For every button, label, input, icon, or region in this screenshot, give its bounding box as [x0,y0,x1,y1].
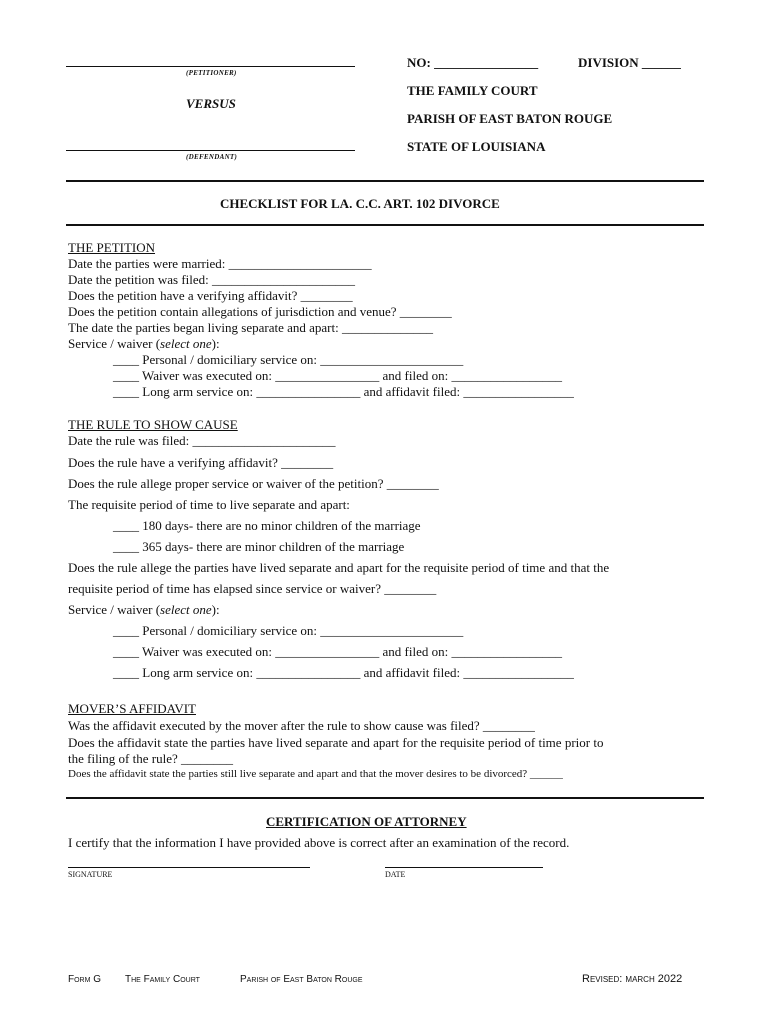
defendant-line[interactable] [66,150,355,151]
date-label: DATE [385,870,406,879]
rule-filed-date[interactable]: Date the rule was filed: ______________________ [68,433,336,448]
defendant-label: (DEFENDANT) [186,153,238,161]
certification-text: I certify that the information I have provided above is correct after an examination of the record. [68,835,570,850]
rule-period-365[interactable]: ____ 365 days- there are minor children of the marriage [113,539,405,554]
mover-separate-line2[interactable]: the filing of the rule? ________ [68,751,233,766]
rule-period-180[interactable]: ____ 180 days- there are no minor children of the marriage [113,518,421,533]
document-title: CHECKLIST FOR LA. C.C. ART. 102 DIVORCE [220,196,500,211]
case-number-label: NO: ________________ [407,55,539,70]
mover-separate-line1: Does the affidavit state the parties have lived separate and apart for the requisite period of time prior to [68,735,604,750]
petitioner-line[interactable] [66,66,355,67]
petition-affidavit[interactable]: Does the petition have a verifying affidavit? ________ [68,288,353,303]
petitioner-label: (PETITIONER) [186,69,237,77]
rule-service-label: Service / waiver (select one): [68,602,220,617]
court-name: THE FAMILY COURT [407,83,538,98]
certification-divider [66,797,704,799]
top-divider [66,180,704,182]
petition-jurisdiction[interactable]: Does the petition contain allegations of jurisdiction and venue? ________ [68,304,452,319]
date-line[interactable] [385,867,543,868]
mover-still-separate[interactable]: Does the affidavit state the parties still live separate and apart and that the mover desires to be divorced? ______ [68,768,563,780]
footer-court: The Family Court [125,974,200,985]
signature-label: SIGNATURE [68,870,113,879]
rule-affidavit[interactable]: Does the rule have a verifying affidavit? ________ [68,455,334,470]
rule-service-personal[interactable]: ____ Personal / domiciliary service on: ______________________ [113,623,464,638]
mover-executed-after[interactable]: Was the affidavit executed by the mover after the rule to show cause was filed? ________ [68,718,535,733]
title-divider [66,224,704,226]
petition-service-waiver[interactable]: ____ Waiver was executed on: ________________ and filed on: _________________ [113,368,562,383]
petition-separation-date[interactable]: The date the parties began living separate and apart: ______________ [68,320,433,335]
rule-service-waiver[interactable]: ____ Waiver was executed on: ________________ and filed on: _________________ [113,644,562,659]
petition-married-date[interactable]: Date the parties were married: ______________________ [68,256,372,271]
division-label: DIVISION ______ [578,55,681,70]
footer-form: Form G [68,974,101,985]
petition-filed-date[interactable]: Date the petition was filed: ______________________ [68,272,356,287]
rule-period-label: The requisite period of time to live separate and apart: [68,497,350,512]
versus-label: VERSUS [186,96,236,111]
certification-heading: CERTIFICATION OF ATTORNEY [266,814,467,829]
footer-parish: Parish of East Baton Rouge [240,974,363,985]
footer-revised: Revised: march 2022 [582,973,683,985]
petition-service-longarm[interactable]: ____ Long arm service on: ________________ and affidavit filed: _________________ [113,384,574,399]
petition-service-label: Service / waiver (select one): [68,336,220,351]
mover-heading: MOVER’S AFFIDAVIT [68,701,196,716]
rule-allege-line1: Does the rule allege the parties have lived separate and apart for the requisite period of time and that the [68,560,610,575]
signature-line[interactable] [68,867,310,868]
petition-heading: THE PETITION [68,240,156,255]
state-name: STATE OF LOUISIANA [407,139,546,154]
rule-service-longarm[interactable]: ____ Long arm service on: ________________ and affidavit filed: _________________ [113,665,574,680]
rule-heading: THE RULE TO SHOW CAUSE [68,417,238,432]
rule-service[interactable]: Does the rule allege proper service or waiver of the petition? ________ [68,476,439,491]
petition-service-personal[interactable]: ____ Personal / domiciliary service on: ______________________ [113,352,464,367]
parish-name: PARISH OF EAST BATON ROUGE [407,111,613,126]
rule-allege-line2[interactable]: requisite period of time has elapsed since service or waiver? ________ [68,581,437,596]
